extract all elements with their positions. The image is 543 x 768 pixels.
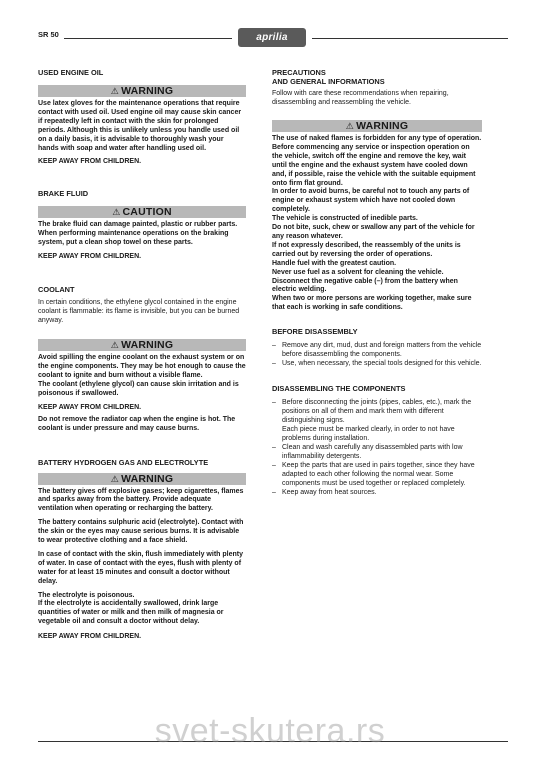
- warning-label: WARNING: [121, 472, 174, 485]
- brake-fluid-caution-text: The brake fluid can damage painted, plastic or rubber parts. When performing maintenance operations on the braking system, put a clean shop towel on these parts.: [38, 221, 238, 247]
- right-column: [272, 68, 482, 503]
- precautions-warning-block: [272, 135, 482, 313]
- keep-away-text: KEEP AWAY FROM CHILDREN.: [38, 633, 142, 641]
- precaution-line: The vehicle is constructed of inedible parts.: [272, 215, 418, 223]
- battery-p4: The electrolyte is poisonous.: [38, 591, 135, 599]
- precaution-line: Disconnect the negative cable (–) from the battery when electric welding.: [272, 277, 458, 294]
- battery-p3: In case of contact with the skin, flush immediately with plenty of water. In case of contact with the eyes, flush with plenty of water for at least 15 minutes and consult a doctor without delay.: [38, 550, 243, 585]
- left-column: [38, 68, 246, 645]
- precautions-title-line-1: PRECAUTIONS: [272, 68, 326, 77]
- precaution-line: If not expressly described, the reassembly of the units is carried out by reversing the order of operations.: [272, 241, 461, 258]
- used-oil-title: USED ENGINE OIL: [38, 68, 104, 77]
- battery-p1: The battery gives off explosive gases; keep cigarettes, flames and sparks away from the battery. Provide adequate ventilation when operating or recharging the battery.: [38, 487, 244, 513]
- precaution-line: Do not bite, suck, chew or swallow any part of the vehicle for any reason whatever.: [272, 224, 475, 240]
- battery-warning-bar: [38, 473, 246, 485]
- coolant-warning-text-2: The coolant (ethylene glycol) can cause skin irritation and is poisonous if swallowed.: [38, 380, 239, 397]
- precaution-line: Before commencing any service or inspection operation on the vehicle, switch off the engine and remove the key, wait until the engine and the exhaust system have cooled down and, if possible, raise the vehicle with the suitable equipment onto firm flat ground.: [272, 143, 476, 187]
- before-disassembly-title: BEFORE DISASSEMBLY: [272, 327, 358, 337]
- precaution-line: In order to avoid burns, be careful not to touch any parts of engine or exhaust system which have not cooled down completely.: [272, 188, 470, 214]
- warning-label: WARNING: [356, 120, 409, 132]
- caution-label: CAUTION: [122, 206, 172, 219]
- coolant-intro: In certain conditions, the ethylene glycol contained in the engine coolant is flammable: its flame is invisible, but you can be burned anyway.: [38, 299, 240, 325]
- precaution-line: Handle fuel with the greatest caution.: [272, 259, 397, 267]
- list-item-text: Each piece must be marked clearly, in order to not have problems during installation.: [282, 426, 455, 443]
- keep-away-text: KEEP AWAY FROM CHILDREN.: [38, 253, 142, 261]
- coolant-title: COOLANT: [38, 285, 75, 295]
- warning-triangle-icon: ⚠: [110, 340, 120, 351]
- disassembling-list: [272, 398, 482, 497]
- list-item: – Use, when necessary, the special tools designed for this vehicle.: [272, 359, 482, 368]
- coolant-warning-bar: [38, 339, 246, 351]
- precautions-title: [272, 68, 482, 86]
- warning-triangle-icon: ⚠: [110, 473, 120, 484]
- precautions-intro: Follow with care these recommendations when repairing, disassembling and reassembling the vehicle.: [272, 90, 449, 106]
- header-rule-left: [64, 38, 232, 39]
- radiator-cap-text: Do not remove the radiator cap when the engine is hot. The coolant is under pressure and may cause burns.: [38, 415, 236, 432]
- battery-title: BATTERY HYDROGEN GAS AND ELECTROLYTE: [38, 457, 209, 467]
- watermark: svet-skutera.rs: [154, 712, 386, 750]
- precaution-line: When two or more persons are working together, make sure that each is working in safe conditions.: [272, 295, 472, 312]
- aprilia-logo: aprilia: [238, 28, 306, 47]
- header-rule-right: [312, 38, 508, 39]
- warning-triangle-icon: ⚠: [112, 207, 121, 218]
- coolant-warning-text-1: Avoid spilling the engine coolant on the exhaust system or on the engine components. They may be hot enough to cause the coolant to ignite and burn without a visible flame.: [38, 354, 246, 379]
- keep-away-text: KEEP AWAY FROM CHILDREN.: [38, 403, 142, 411]
- keep-away-text: KEEP AWAY FROM CHILDREN.: [38, 158, 142, 166]
- precautions-title-line-2: AND GENERAL INFORMATIONS: [272, 77, 385, 86]
- brake-fluid-caution-bar: [38, 206, 246, 218]
- model-label: SR 50: [38, 30, 59, 39]
- disassembling-title: DISASSEMBLING THE COMPONENTS: [272, 384, 406, 394]
- battery-p5: If the electrolyte is accidentally swallowed, drink large quantities of water or milk and then milk of magnesia or vegetable oil and consult a doctor without delay.: [38, 600, 224, 626]
- list-item: – Clean and wash carefully any disassembled parts with low inflammability detergents.: [272, 443, 482, 461]
- list-item: – Keep the parts that are used in pairs together, since they have adapted to each other following the normal wear. Some components must be used together or replaced completely.: [272, 461, 482, 488]
- before-disassembly-list: [272, 341, 482, 368]
- warning-label: WARNING: [121, 85, 174, 97]
- list-item: [272, 398, 482, 443]
- list-item-text: – Before disconnecting the joints (pipes, cables, etc.), mark the positions on all of them and mark them with different distinguishing signs.: [282, 399, 472, 425]
- precautions-warning-bar: [272, 120, 482, 132]
- list-item: – Remove any dirt, mud, dust and foreign matters from the vehicle before disassembling the components.: [272, 341, 482, 359]
- precaution-line: Never use fuel as a solvent for cleaning the vehicle.: [272, 268, 444, 276]
- used-oil-warning-bar: [38, 85, 246, 97]
- list-item: – Keep away from heat sources.: [272, 488, 482, 497]
- used-oil-warning-text: Use latex gloves for the maintenance operations that require contact with used oil. Used engine oil may cause skin cancer if repeatedly left in contact with the skin for prolonged periods. Although this is unlikely unless you handle used oil on a daily basis, it is advisable to thoroughly wash your hands with soap and water after handling used oil.: [38, 100, 242, 152]
- precaution-line: The use of naked flames is forbidden for any type of operation.: [272, 135, 482, 142]
- warning-label: WARNING: [121, 339, 174, 352]
- battery-p2: The battery contains sulphuric acid (electrolyte). Contact with the skin or the eyes may cause serious burns. It is advisable to wear protective clothing and a face shield.: [38, 519, 244, 545]
- warning-triangle-icon: ⚠: [110, 86, 120, 96]
- brake-fluid-title: BRAKE FLUID: [38, 189, 89, 199]
- warning-triangle-icon: ⚠: [345, 121, 355, 131]
- page-header: [0, 0, 543, 60]
